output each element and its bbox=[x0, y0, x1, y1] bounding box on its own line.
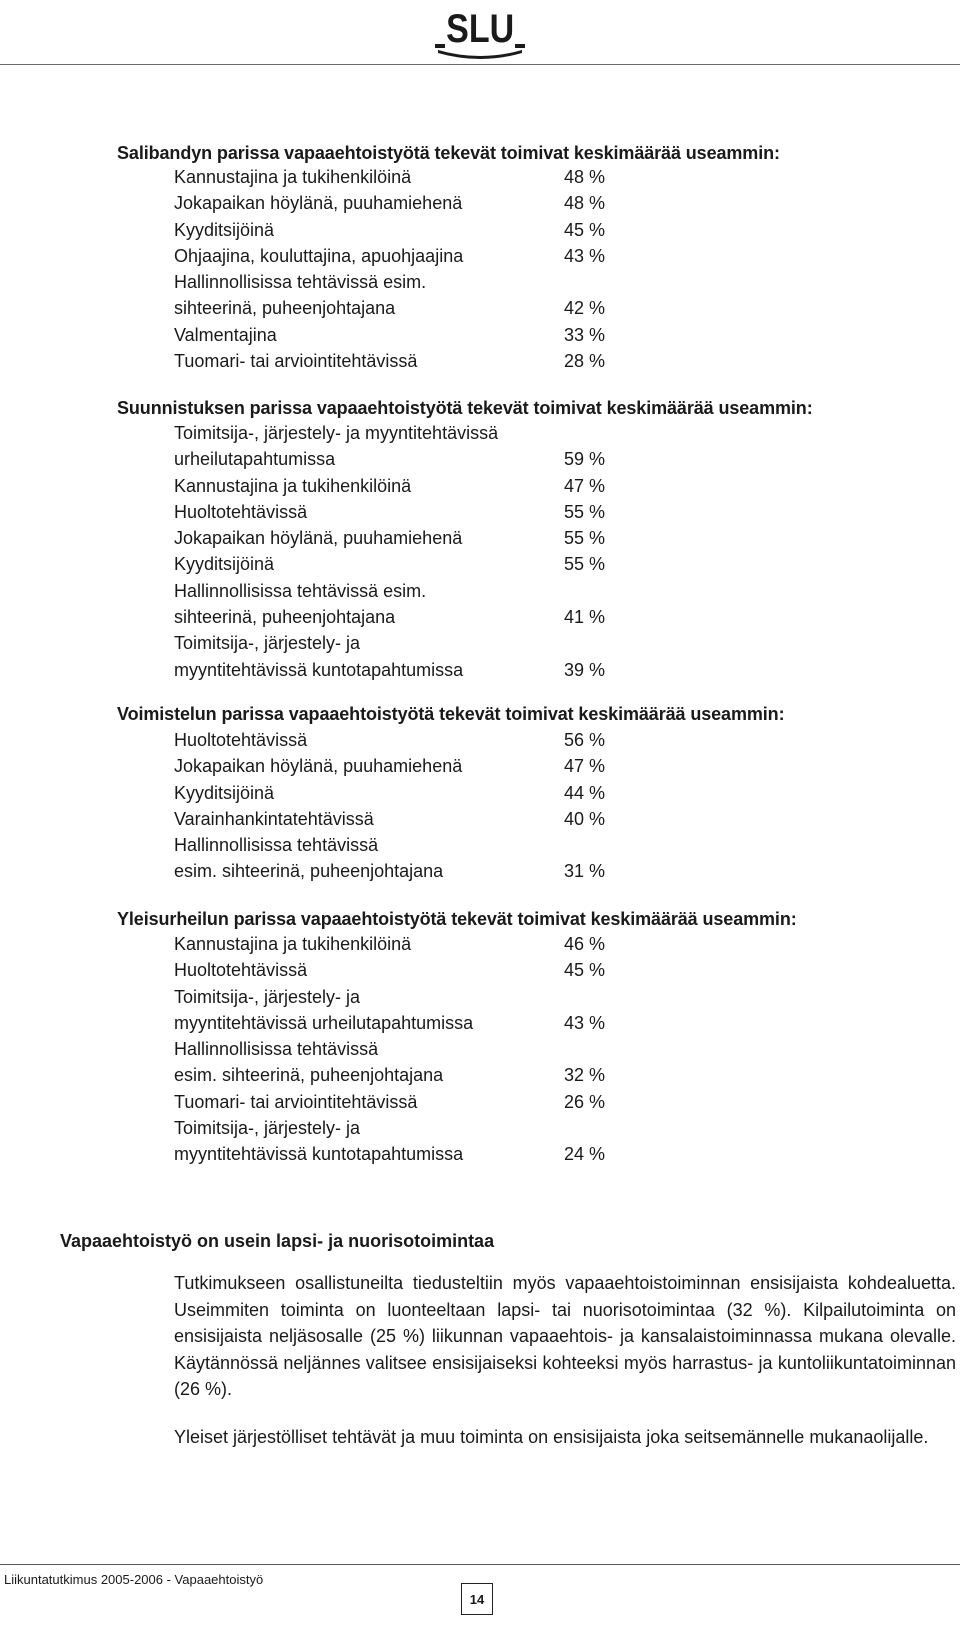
stat-value: 42 % bbox=[564, 298, 606, 319]
stat-row bbox=[174, 604, 614, 630]
stat-label: Toimitsija-, järjestely- ja myyntitehtävissä bbox=[174, 423, 499, 443]
header-rule bbox=[0, 64, 960, 65]
stat-row bbox=[174, 1115, 614, 1141]
stat-row bbox=[174, 446, 614, 472]
stat-label: Hallinnollisissa tehtävissä bbox=[174, 835, 379, 856]
stat-value: 45 % bbox=[564, 219, 606, 240]
stat-label: Huoltotehtävissä bbox=[174, 960, 308, 981]
stat-row bbox=[174, 243, 614, 269]
paragraph: Tutkimukseen osallistuneilta tiedusteltiin myös vapaaehtoistoiminnan ensisijaista kohdealuetta. Useimmiten toiminta on luonteeltaan lapsi- tai nuorisotoimintaa (32 %). Kilpailutoiminta on ensisijaista neljäsosalle (25 %) liikunnan vapaaehtois- ja kansalaistoiminnassa mukana olevalle. Käytännössä neljännes valitsee ensisijaiseksi kohteeksi myös harrastus- ja kuntoliikuntatoiminnan (26 %). bbox=[174, 1273, 956, 1399]
stat-row bbox=[174, 190, 614, 216]
stat-list-yleisurheilu bbox=[174, 931, 614, 1168]
stat-row bbox=[174, 957, 614, 983]
stat-label: Kyyditsijöinä bbox=[174, 219, 275, 240]
stat-label: sihteerinä, puheenjohtajana bbox=[174, 298, 396, 319]
stat-value: 26 % bbox=[564, 1091, 606, 1112]
stat-value: 40 % bbox=[564, 808, 606, 829]
stat-value: 47 % bbox=[564, 475, 606, 496]
stat-row bbox=[174, 295, 614, 321]
stat-value: 28 % bbox=[564, 351, 606, 372]
stat-row bbox=[174, 727, 614, 753]
stat-label: esim. sihteerinä, puheenjohtajana bbox=[174, 861, 444, 882]
stat-row bbox=[174, 473, 614, 499]
stat-row bbox=[174, 1141, 614, 1167]
stat-label: Tuomari- tai arviointitehtävissä bbox=[174, 351, 418, 372]
stat-row bbox=[174, 630, 614, 656]
subheading: Vapaaehtoistyö on usein lapsi- ja nuorisotoimintaa bbox=[60, 1231, 495, 1251]
stat-value: 43 % bbox=[564, 245, 606, 266]
stat-row bbox=[174, 931, 614, 957]
footer-text: Liikuntatutkimus 2005-2006 - Vapaaehtoistyö bbox=[4, 1572, 264, 1587]
stat-list-suunnistus bbox=[174, 420, 614, 683]
slu-logo bbox=[430, 0, 530, 60]
stat-row bbox=[174, 984, 614, 1010]
stat-value: 43 % bbox=[564, 1012, 606, 1033]
stat-label: Toimitsija-, järjestely- ja bbox=[174, 1118, 361, 1139]
stat-row bbox=[174, 753, 614, 779]
stat-value: 39 % bbox=[564, 659, 606, 680]
stat-value: 55 % bbox=[564, 501, 606, 522]
stat-label: Kannustajina ja tukihenkilöinä bbox=[174, 475, 412, 496]
stat-value: 33 % bbox=[564, 324, 606, 345]
stat-label: myyntitehtävissä kuntotapahtumissa bbox=[174, 659, 464, 680]
stat-label: Kannustajina ja tukihenkilöinä bbox=[174, 934, 412, 954]
footer-rule bbox=[0, 1564, 960, 1565]
stat-value: 45 % bbox=[564, 960, 606, 981]
stat-label: Ohjaajina, kouluttajina, apuohjaajina bbox=[174, 245, 464, 266]
stat-value: 24 % bbox=[564, 1144, 606, 1165]
stat-value: 41 % bbox=[564, 607, 606, 628]
stat-label: Tuomari- tai arviointitehtävissä bbox=[174, 1091, 418, 1112]
stat-value: 48 % bbox=[564, 167, 606, 187]
stat-label: Toimitsija-, järjestely- ja bbox=[174, 986, 361, 1007]
stat-value: 59 % bbox=[564, 449, 606, 470]
stat-value: 55 % bbox=[564, 528, 606, 549]
stat-row bbox=[174, 525, 614, 551]
stat-label: Kyyditsijöinä bbox=[174, 554, 275, 575]
stat-row bbox=[174, 269, 614, 295]
stat-row bbox=[174, 1036, 614, 1062]
stat-row bbox=[174, 832, 614, 858]
stat-label: sihteerinä, puheenjohtajana bbox=[174, 607, 396, 628]
paragraph: Yleiset järjestölliset tehtävät ja muu toiminta on ensisijaista joka seitsemännelle mukanaolijalle. bbox=[174, 1427, 929, 1447]
stat-row bbox=[174, 420, 614, 446]
stat-row bbox=[174, 780, 614, 806]
stat-label: urheilutapahtumissa bbox=[174, 449, 336, 470]
stat-list-salibandy bbox=[174, 164, 614, 374]
stat-label: myyntitehtävissä urheilutapahtumissa bbox=[174, 1012, 474, 1033]
stat-value: 56 % bbox=[564, 730, 606, 750]
stat-row bbox=[174, 1010, 614, 1036]
stat-label: Huoltotehtävissä bbox=[174, 501, 308, 522]
stat-value: 31 % bbox=[564, 861, 606, 882]
section-title-salibandy: Salibandyn parissa vapaaehtoistyötä tekevät toimivat keskimäärää useammin: bbox=[117, 143, 780, 163]
stat-value: 32 % bbox=[564, 1065, 606, 1086]
stat-row bbox=[174, 164, 614, 190]
svg-text:SLU: SLU bbox=[446, 5, 515, 51]
stat-label: Hallinnollisissa tehtävissä esim. bbox=[174, 272, 427, 293]
stat-row bbox=[174, 551, 614, 577]
stat-label: Varainhankintatehtävissä bbox=[174, 808, 374, 829]
section-title-suunnistus: Suunnistuksen parissa vapaaehtoistyötä tekevät toimivat keskimäärää useammin: bbox=[117, 398, 813, 418]
section-title-yleisurheilu: Yleisurheilun parissa vapaaehtoistyötä tekevät toimivat keskimäärää useammin: bbox=[117, 909, 797, 929]
stat-row bbox=[174, 1062, 614, 1088]
stat-value: 48 % bbox=[564, 193, 606, 214]
stat-label: esim. sihteerinä, puheenjohtajana bbox=[174, 1065, 444, 1086]
stat-label: Jokapaikan höylänä, puuhamiehenä bbox=[174, 193, 463, 214]
stat-label: Toimitsija-, järjestely- ja bbox=[174, 633, 361, 654]
stat-label: myyntitehtävissä kuntotapahtumissa bbox=[174, 1144, 464, 1165]
stat-label: Jokapaikan höylänä, puuhamiehenä bbox=[174, 528, 463, 549]
stat-label: Kannustajina ja tukihenkilöinä bbox=[174, 167, 412, 187]
stat-value: 44 % bbox=[564, 782, 606, 803]
stat-label: Kyyditsijöinä bbox=[174, 782, 275, 803]
stat-list-voimistelu bbox=[174, 727, 614, 885]
stat-label: Hallinnollisissa tehtävissä esim. bbox=[174, 580, 427, 601]
section-title-voimistelu: Voimistelun parissa vapaaehtoistyötä tekevät toimivat keskimäärää useammin: bbox=[117, 704, 785, 724]
stat-row bbox=[174, 657, 614, 683]
page-number: 14 bbox=[461, 1583, 493, 1615]
stat-row bbox=[174, 806, 614, 832]
stat-row bbox=[174, 858, 614, 884]
stat-row bbox=[174, 499, 614, 525]
stat-label: Hallinnollisissa tehtävissä bbox=[174, 1039, 379, 1060]
stat-label: Huoltotehtävissä bbox=[174, 730, 308, 750]
stat-label: Jokapaikan höylänä, puuhamiehenä bbox=[174, 756, 463, 777]
stat-row bbox=[174, 1089, 614, 1115]
stat-row bbox=[174, 217, 614, 243]
stat-value: 55 % bbox=[564, 554, 606, 575]
stat-value: 46 % bbox=[564, 934, 606, 954]
stat-value: 47 % bbox=[564, 756, 606, 777]
stat-row bbox=[174, 578, 614, 604]
stat-row bbox=[174, 348, 614, 374]
stat-label: Valmentajina bbox=[174, 324, 277, 345]
stat-row bbox=[174, 322, 614, 348]
